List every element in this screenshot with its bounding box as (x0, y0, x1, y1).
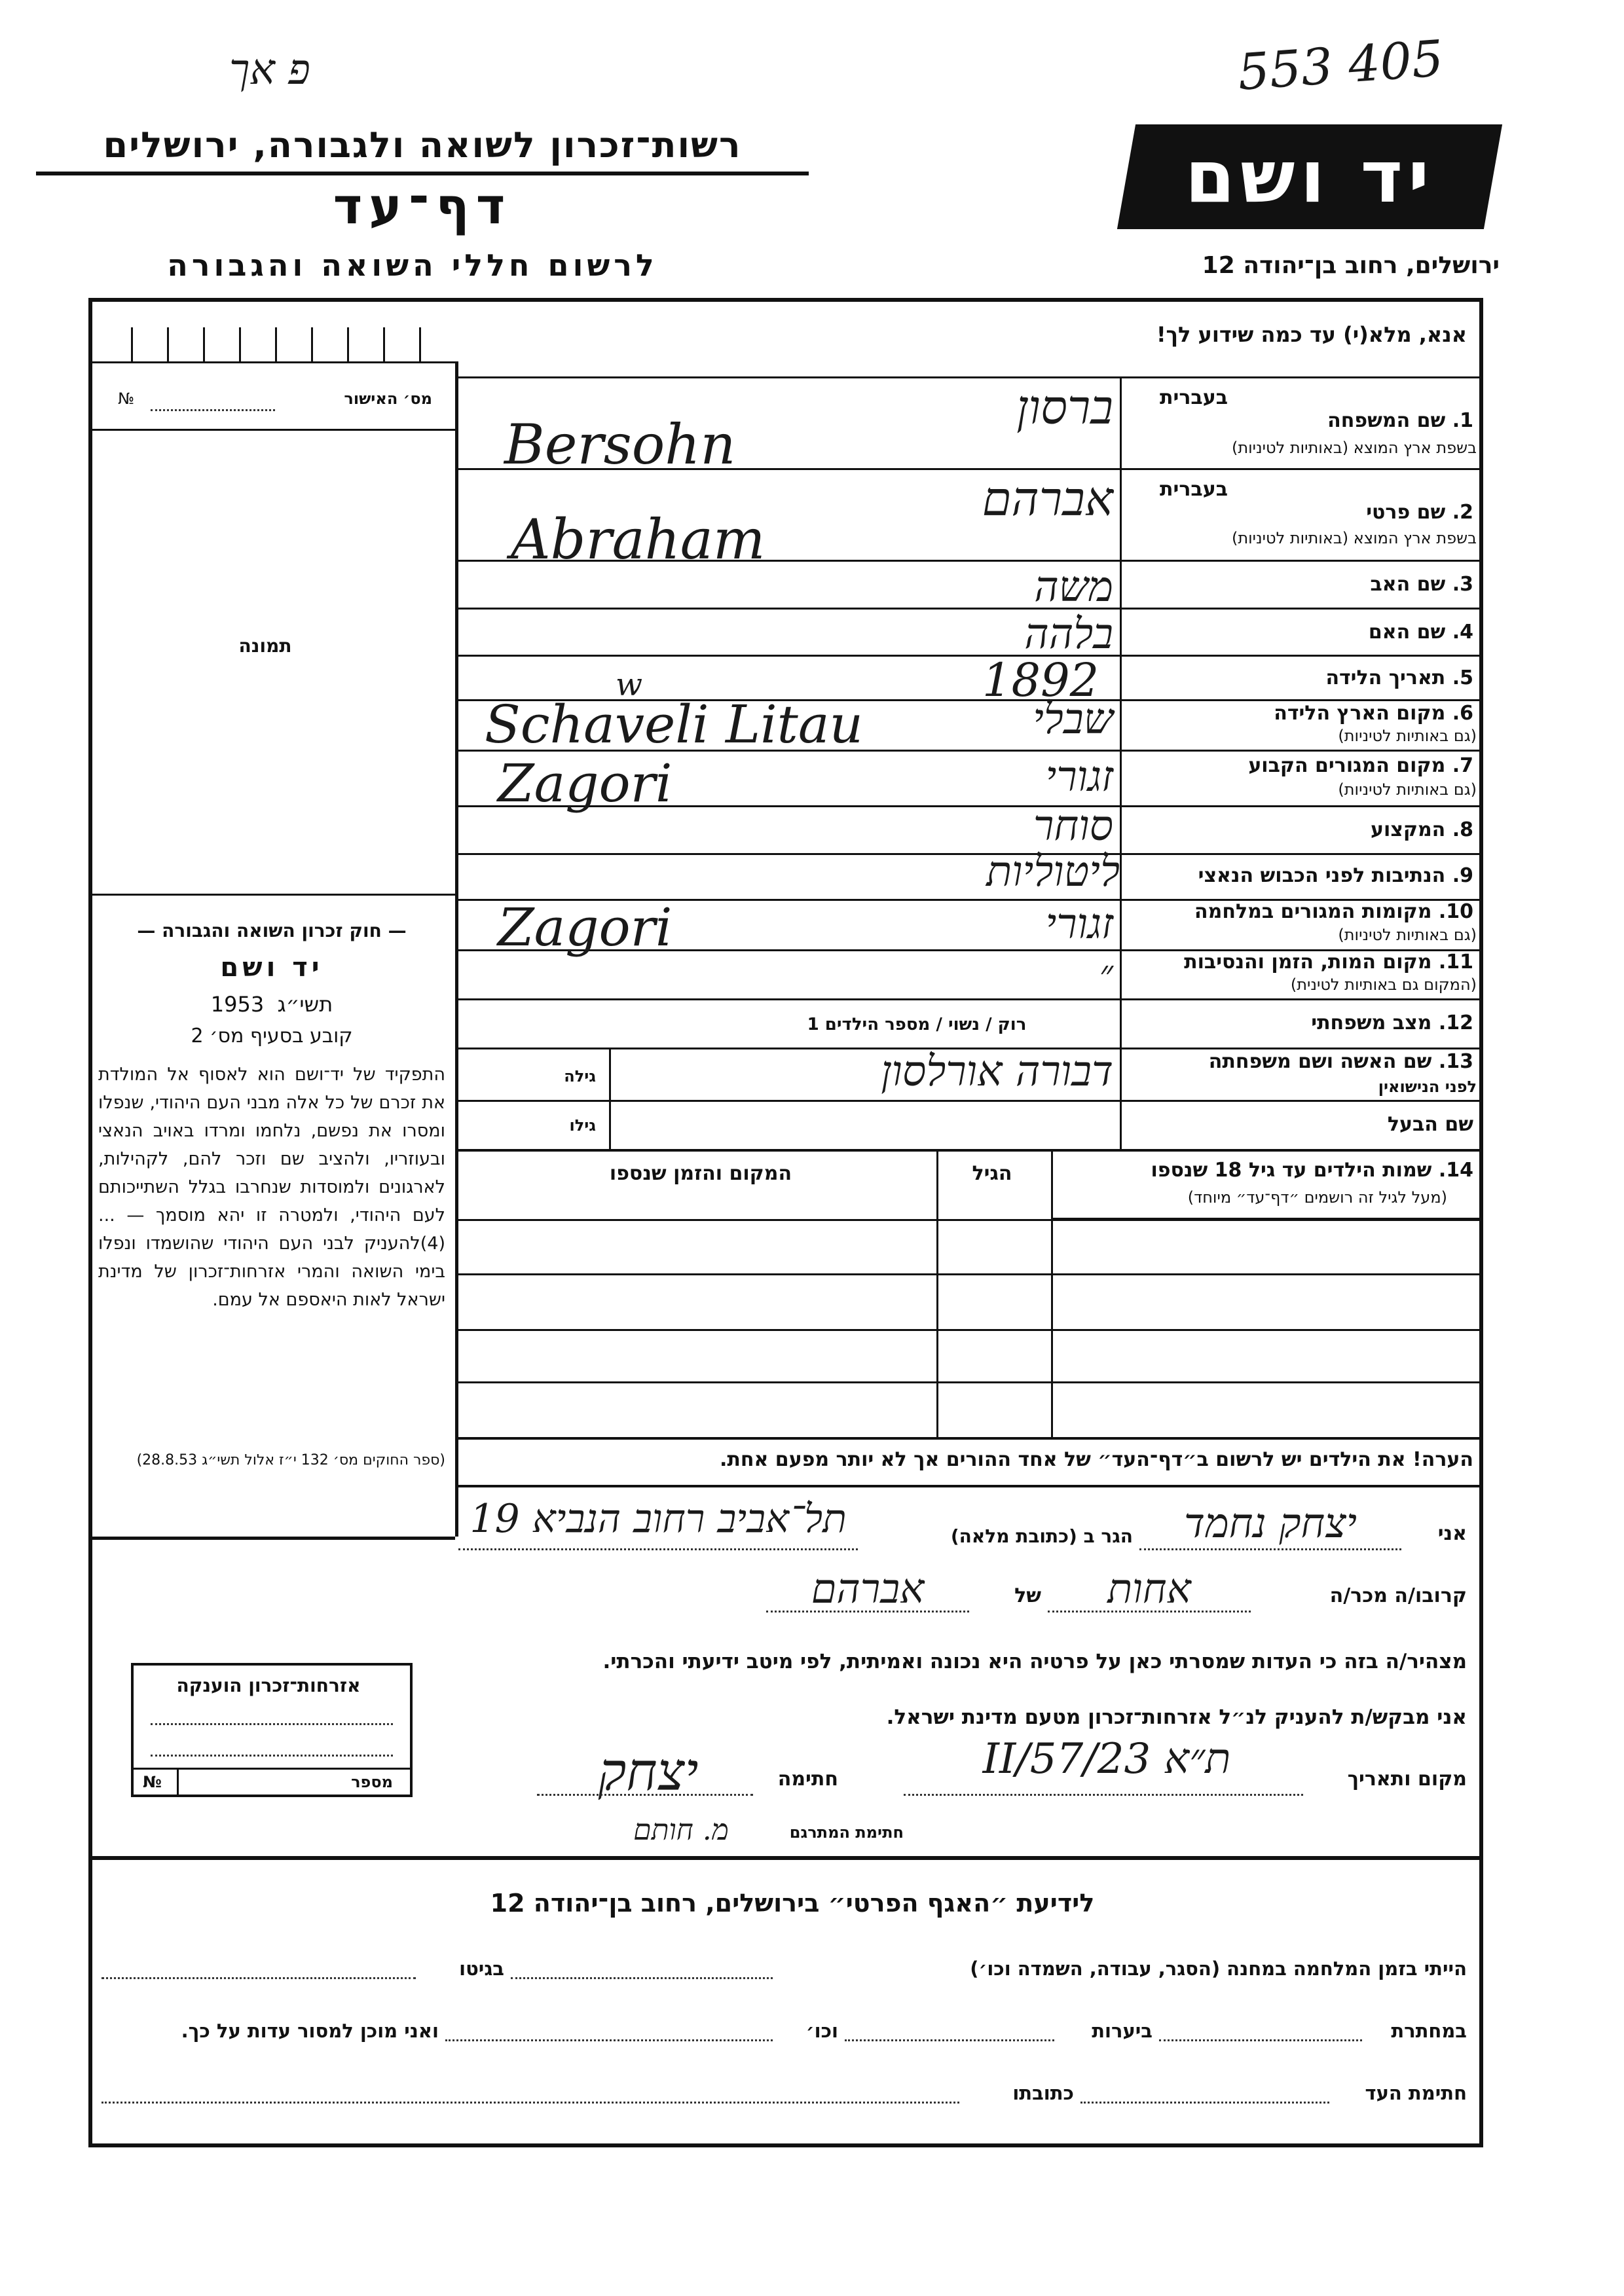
husband-label: שם הבעל (1387, 1113, 1473, 1136)
in-hebrew-1: בעברית (1160, 386, 1228, 409)
signature-value: יצחק (598, 1741, 699, 1802)
page-subtitle: לרשום חללי השואה והגבורה (167, 247, 658, 283)
field-2-sub: בשפת ארץ המוצא (באותיות לטיניות) (1232, 529, 1477, 547)
place-date-label: מקום ותאריך (1347, 1768, 1467, 1791)
decl-subject: אברהם (811, 1565, 925, 1613)
law-org: יד ושם (220, 953, 323, 983)
field-12-label: 12. מצב משפחתי (1311, 1011, 1473, 1034)
decl-of: של (1014, 1584, 1041, 1607)
label-column-divider (1120, 376, 1122, 1149)
photo-label: תמונה (238, 635, 292, 657)
field-1-sub: בשפת ארץ המוצא (באותיות לטיניות) (1232, 439, 1477, 457)
law-ref: (ספר החוקים מס׳ 132 י״ז אלול תשי״ג 28.8.53) (136, 1452, 445, 1468)
bottom-line1: הייתי בזמן המלחמה במחנה (הסגר, עבודה, השמדה וכו׳) (970, 1958, 1467, 1980)
field-11-sub: (המקום גם באותיות לטינית) (1290, 975, 1477, 994)
yad-vashem-logo (1117, 124, 1502, 229)
bottom-line1-end: בגיטו (459, 1958, 504, 1980)
field-2-latin-value: Abraham (511, 507, 766, 572)
archive-number: 553 405 (1236, 29, 1446, 101)
bottom-line2-d: ואני מוכן למסור עדות על כך. (181, 2020, 439, 2042)
field-7-label: 7. מקום המגורים הקבוע (1248, 754, 1473, 777)
place-date-value: ת״א 23/II/57 (982, 1735, 1231, 1783)
field-11-label: 11. מקום המות, הזמן והנסיבות (1184, 951, 1473, 974)
authority-underline (36, 172, 809, 175)
instruction: אנא, מלא(י) עד כמה שידוע לך! (1156, 322, 1467, 347)
law-year-heb: תשי״ג (277, 992, 333, 1017)
signature-label: חתימה (777, 1768, 838, 1791)
bottom-line2-a: במחתרת (1391, 2020, 1467, 2042)
field-7-value: זגורי (1045, 753, 1113, 801)
field-11-value: ״ (1099, 953, 1113, 995)
field-10-latin-value: Zagori (498, 897, 673, 958)
corner-mark: פ אך (229, 46, 310, 94)
in-hebrew-2: בעברית (1160, 478, 1228, 501)
law-year (95, 992, 449, 1017)
field-12-value: רוק / נשוי / מספר הילדים 1 (807, 1015, 1027, 1034)
citizenship-title: אזרחות־זכרון הוענקה (176, 1675, 361, 1696)
children-col-age: הגיל (972, 1162, 1012, 1185)
law-title: — חוק זכרון השואה והגבורה — (137, 920, 407, 941)
field-13-age-label: גילה (564, 1067, 596, 1085)
field-5-value: 1892 (982, 653, 1099, 707)
logo-text: יד ושם (1185, 135, 1435, 219)
children-sub: (מעל לגיל זה רושמים ״דף־עד״ מיוחד) (1187, 1188, 1447, 1207)
decl-relation: אחות (1107, 1565, 1191, 1613)
field-6-mark: w (616, 666, 643, 703)
citizenship-no: № (143, 1773, 162, 1791)
field-8-value: סוחר (1033, 802, 1113, 850)
field-1-hebrew-value: ברסון (1016, 380, 1113, 435)
field-1-label: 1. שם המשפחה (1327, 409, 1473, 432)
field-4-value: בלהה (1024, 610, 1113, 659)
cert-label: מס׳ האישור (344, 390, 432, 408)
field-5-label: 5. תאריך הלידה (1325, 666, 1473, 689)
field-10-label: 10. מקומות המגורים במלחמה (1194, 900, 1473, 923)
law-clause: קובע בסעיף מס׳ 2 (191, 1025, 353, 1048)
field-3-label: 3. שם האב (1370, 573, 1473, 596)
field-8-label: 8. המקצוע (1371, 818, 1473, 841)
decl-declare: מצהיר/ה בזה כי העדות שמסרתי כאן על פרטיה היא נכונה ואמיתית, לפי מיטב ידיעתי והכרתי. (602, 1650, 1467, 1673)
translator-label: חתימת המתרגם (789, 1823, 904, 1842)
decl-relative-prefix: קרובו/ה מכר/ה (1329, 1584, 1467, 1607)
bottom-line3-a: חתימת העד (1365, 2082, 1467, 2104)
field-9-label: 9. הנתיבות לפני הכבוש הנאצי (1198, 864, 1473, 887)
note: הערה! את הילדים יש לרשום ב״דף־העד״ של אחד ההורים אך לא יותר מפעם אחת. (720, 1448, 1473, 1471)
children-col-place: המקום והזמן שנספו (609, 1162, 792, 1185)
field-10-sub: (גם באותיות לטיניות) (1338, 926, 1477, 944)
bottom-line3-b: כתובתו (1012, 2082, 1074, 2104)
field-13-label: 13. שם האשה ושם משפחתה (1208, 1050, 1473, 1073)
bottom-line2-c: וכו׳ (805, 2020, 838, 2042)
decl-request: אני מבקש/ת להעניק לנ״ל אזרחות־זכרון מטעם מדינת ישראל. (886, 1705, 1467, 1729)
field-7-latin-value: Zagori (498, 753, 673, 814)
translator-signature: מ. חותם (633, 1813, 729, 1847)
children-label: 14. שמות הילדים עד גיל 18 שנספו (1151, 1159, 1473, 1182)
citizenship-number-label: מספר (351, 1773, 393, 1791)
page-title: דף־עד (333, 177, 512, 235)
field-6-sub: (גם באותיות לטיניות) (1338, 727, 1477, 745)
bottom-section-divider (88, 1856, 1483, 1860)
field-1-latin-value: Bersohn (504, 412, 736, 477)
field-3-value: משה (1034, 563, 1113, 611)
field-7-sub: (גם באותיות לטיניות) (1338, 780, 1477, 799)
decl-gar: הגר ב (כתובת מלאה) (950, 1525, 1133, 1547)
field-13-value: דבורה אורלסון (881, 1048, 1113, 1096)
field-2-label: 2. שם פרטי (1366, 501, 1473, 524)
field-13-sub: לפני הנישואין (1378, 1078, 1477, 1096)
field-6-label: 6. מקום הארץ הלידה (1274, 702, 1473, 725)
field-10-value: זגורי (1045, 900, 1113, 949)
field-6-value: שבלי (1033, 695, 1113, 744)
field-4-label: 4. שם האם (1368, 621, 1473, 644)
field-2-hebrew-value: אברהם (982, 471, 1113, 526)
law-text: התפקיד של יד־ושם הוא לאסוף אל המולדת את זכרם של כל אלה מבני העם היהודי, שנפלו ומסרו את נפשם, נלחמו ומרדו באויב הנאצי ובעוזריו, ולהציב שם וזכר להם, לקהילות, לארגונים ולמוסדות שנחרבו בגלל השתייכותם לעם היהודי, ולמטרה זו יהא מוסמך — ...(4)להעניק לבני העם היהודי שהושמדו ונפלו בימי השואה והמרי אזרחות־זכרון של מדינת ישראל לאות היאספם אל עמם. (98, 1065, 445, 1310)
field-6-latin-value: Schaveli Litau (485, 694, 864, 755)
address: ירושלים, רחוב בן־יהודה 12 (1202, 252, 1500, 279)
field-9-value: ליטוליות (986, 848, 1120, 896)
authority-line: רשות־זכרון לשואה ולגבורה, ירושלים (103, 124, 742, 166)
cert-no: № (118, 390, 134, 408)
husband-age-label: גילו (569, 1116, 596, 1135)
law-year-num: 1953 (210, 992, 265, 1017)
bottom-title: לידיעת ״האגף הפרטי״ בירושלים, רחוב בן־יהודה 12 (490, 1889, 1095, 1918)
decl-prefix: אני (1437, 1522, 1467, 1545)
decl-address: תל־אביב רחוב הנביא 19 (470, 1496, 847, 1542)
bottom-line2-b: ביערות (1092, 2020, 1153, 2042)
decl-declarant: יצחק נחמד (1184, 1499, 1357, 1547)
